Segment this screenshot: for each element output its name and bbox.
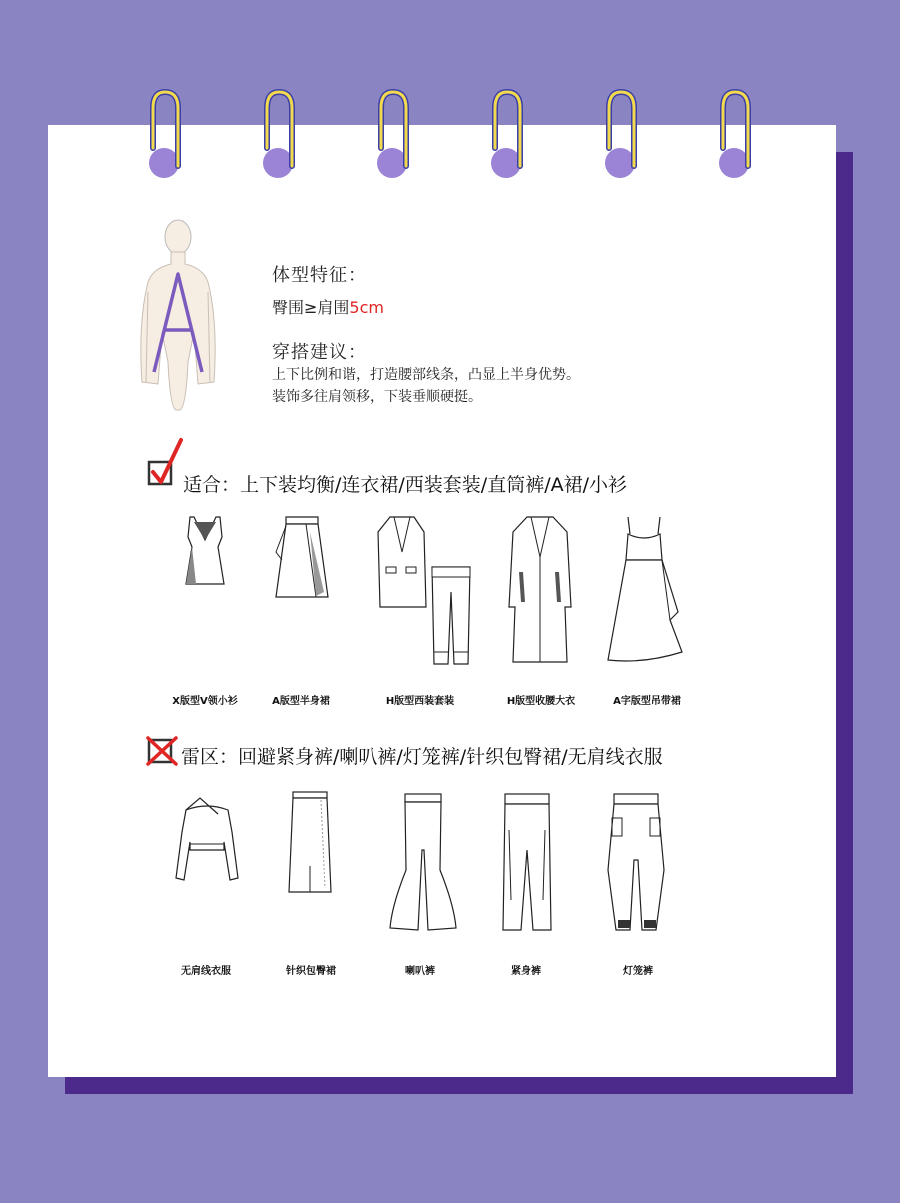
skinny-pants-icon (497, 790, 557, 935)
knit-pencil-skirt-icon (283, 788, 338, 898)
no-shoulder-top-icon (172, 792, 242, 882)
suitable-title: 适合：上下装均衡/连衣裙/西装套装/直筒裤/A裙/小衫 (183, 474, 628, 496)
h-waist-coat-icon (505, 512, 575, 672)
suitable-label-3: H版型西装套装 (385, 696, 455, 707)
avoid-label-4: 紧身裤 (511, 966, 541, 977)
advice-title: 穿搭建议： (272, 342, 367, 363)
ring-icon (715, 88, 755, 183)
avoid-label-5: 灯笼裤 (623, 966, 653, 977)
a-skirt-icon (272, 512, 332, 602)
flare-pants-icon (388, 790, 458, 935)
ring-icon (259, 88, 299, 183)
advice-line-2: 装饰多往肩领移，下装垂顺硬挺。 (272, 389, 482, 405)
ring-hole (719, 148, 749, 178)
ring-icon (487, 88, 527, 183)
avoid-label-2: 针织包臀裙 (286, 966, 336, 977)
measurement-label: 臀围≥肩围 (272, 298, 350, 317)
suitable-label-4: H版型收腰大衣 (506, 696, 576, 707)
ring-hole (605, 148, 635, 178)
body-type-title: 体型特征： (272, 265, 367, 286)
h-suit-set-icon (372, 512, 482, 672)
ring-icon (601, 88, 641, 183)
body-figure-icon (128, 212, 228, 412)
ring-hole (491, 148, 521, 178)
avoid-title: 雷区：回避紧身裤/喇叭裤/灯笼裤/针织包臀裙/无肩线衣服 (181, 746, 663, 768)
avoid-label-1: 无肩线衣服 (181, 966, 231, 977)
ring-hole (377, 148, 407, 178)
x-vneck-top-icon (180, 512, 230, 592)
suitable-label-5: A字版型吊带裙 (613, 696, 681, 707)
suitable-label-1: X版型V领小衫 (172, 696, 238, 707)
lantern-pants-icon (604, 790, 669, 940)
measurement-text (272, 295, 384, 318)
measurement-value: 5cm (349, 298, 384, 317)
ring-icon (373, 88, 413, 183)
a-strap-dress-icon (604, 512, 684, 667)
avoid-label-3: 喇叭裤 (405, 966, 435, 977)
advice-line-1: 上下比例和谐，打造腰部线条，凸显上半身优势。 (272, 367, 580, 383)
cross-icon (146, 734, 180, 768)
ring-hole (263, 148, 293, 178)
suitable-label-2: A版型半身裙 (272, 696, 330, 707)
ring-hole (149, 148, 179, 178)
ring-icon (145, 88, 185, 183)
